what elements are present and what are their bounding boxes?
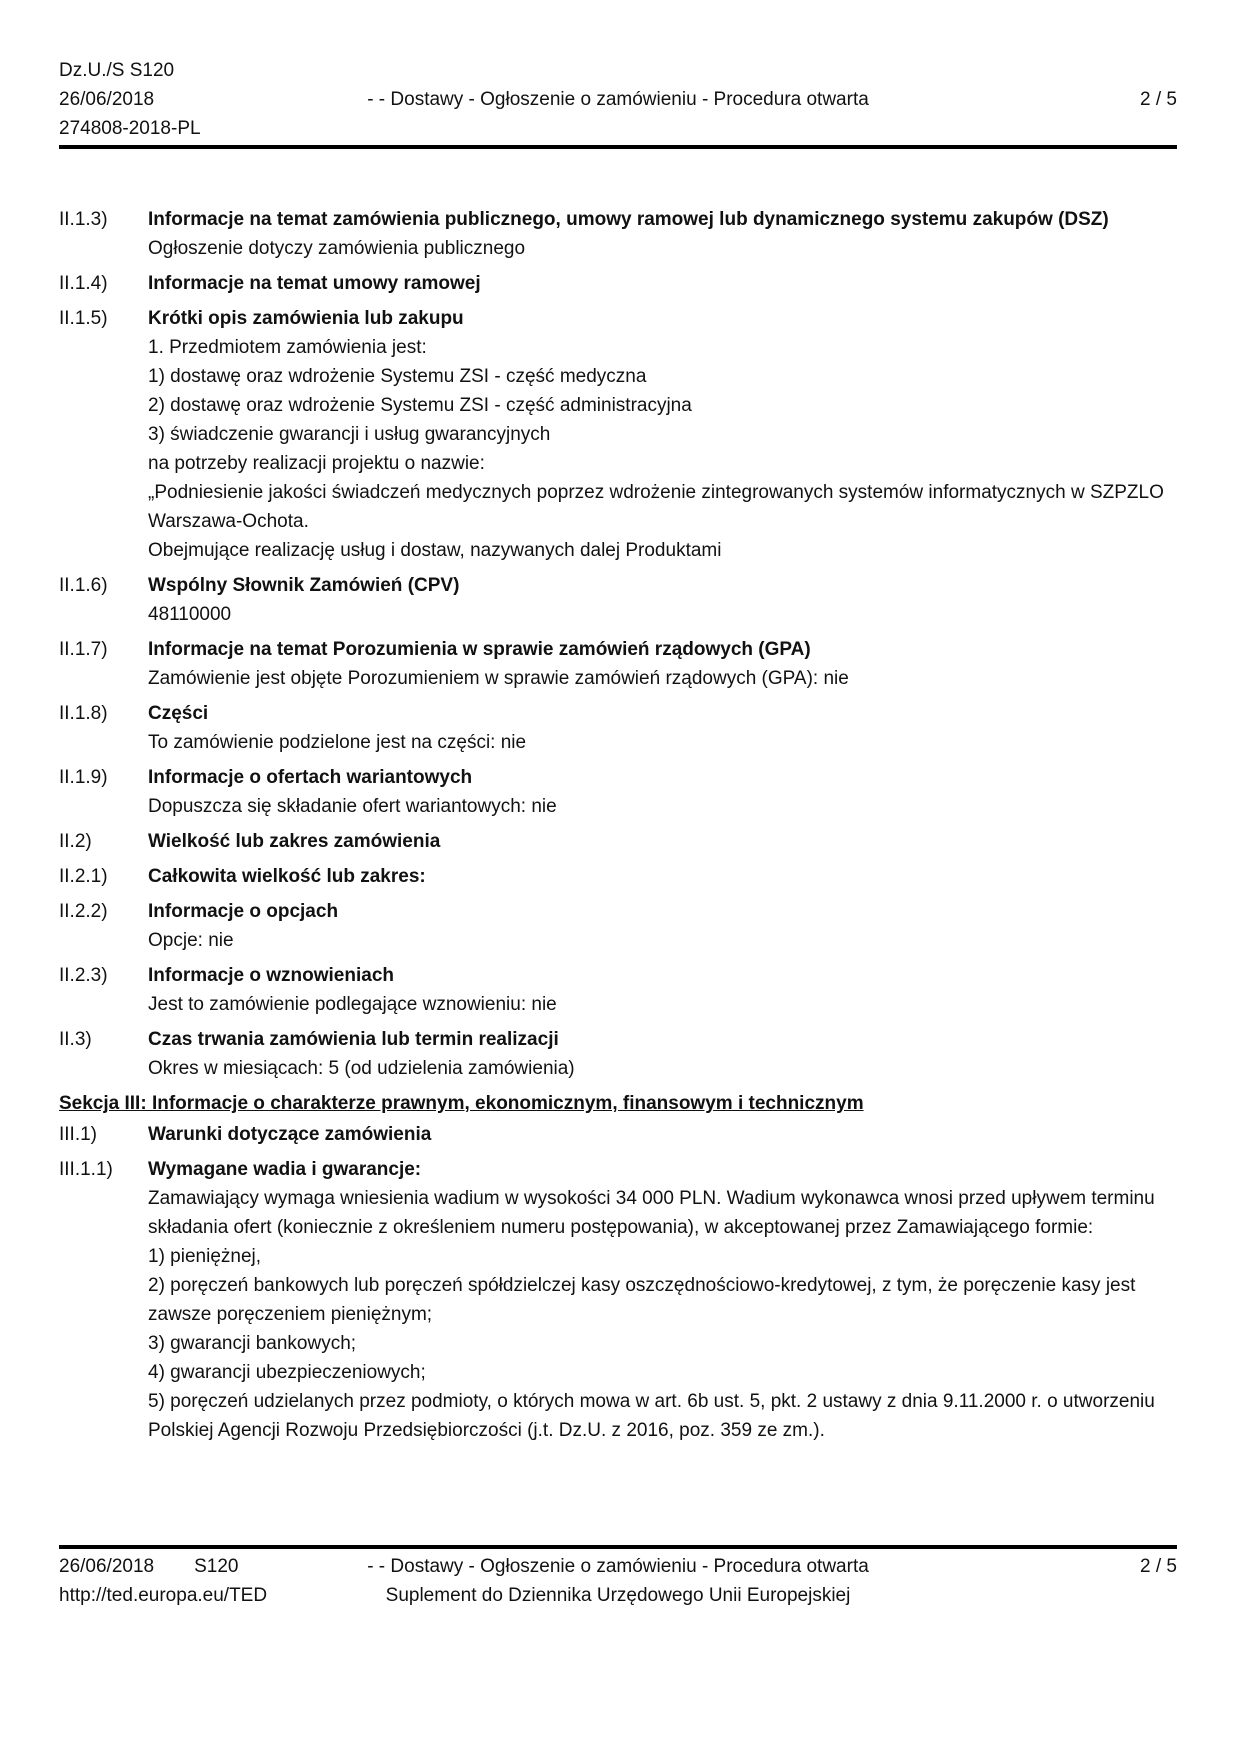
section-item (59, 763, 1180, 821)
footer-rule (59, 1545, 1177, 1549)
item-number: II.2.2) (59, 901, 108, 922)
item-title: Informacje o opcjach (148, 901, 339, 922)
section-item (59, 571, 1180, 629)
section-item (59, 205, 1180, 263)
item-title: Informacje na temat zamówienia publicznego, umowy ramowej lub dynamicznego systemu zakupów (DSZ) (148, 209, 1109, 230)
item-title: Informacje o ofertach wariantowych (148, 767, 473, 788)
footer-series: S120 (194, 1556, 239, 1577)
section-item (59, 961, 1180, 1019)
item-number: II.1.5) (59, 308, 108, 329)
item-body (148, 961, 1180, 1019)
footer-url[interactable]: http://ted.europa.eu/TED (59, 1585, 268, 1606)
item-text-line: 1) dostawę oraz wdrożenie Systemu ZSI - część medyczna (148, 366, 647, 387)
item-body (148, 763, 1180, 821)
item-title: Warunki dotyczące zamówienia (148, 1124, 432, 1145)
section-item (59, 699, 1180, 757)
footer-page-number: 2 / 5 (1140, 1556, 1177, 1577)
item-number: III.1) (59, 1124, 98, 1145)
section-item (59, 827, 1180, 856)
item-text-line: 2) dostawę oraz wdrożenie Systemu ZSI - część administracyjna (148, 395, 692, 416)
item-title: Całkowita wielkość lub zakres: (148, 866, 426, 887)
item-title: Informacje na temat umowy ramowej (148, 273, 481, 294)
item-number: II.1.7) (59, 639, 108, 660)
item-title: Krótki opis zamówienia lub zakupu (148, 308, 464, 329)
item-title: Wspólny Słownik Zamówień (CPV) (148, 575, 460, 596)
header-page-number: 2 / 5 (1140, 89, 1177, 110)
item-text-line: Okres w miesiącach: 5 (od udzielenia zamówienia) (148, 1058, 575, 1079)
header-title: - - Dostawy - Ogłoszenie o zamówieniu - Procedura otwarta (367, 89, 869, 110)
item-text-line: 48110000 (148, 604, 232, 625)
item-text-line: na potrzeby realizacji projektu o nazwie: (148, 453, 485, 474)
journal-ref: Dz.U./S S120 (59, 60, 175, 81)
section-item (59, 897, 1180, 955)
document-body (59, 205, 1180, 1451)
item-title: Wielkość lub zakres zamówienia (148, 831, 441, 852)
item-body (148, 571, 1180, 629)
item-number: II.2.3) (59, 965, 108, 986)
item-number: II.1.4) (59, 273, 108, 294)
item-text-line: 2) poręczeń bankowych lub poręczeń spółdzielczej kasy oszczędnościowo-kredytowej, z tym, że poręczenie kasy jest zawsze poręczeniem pieniężnym; (148, 1275, 1136, 1325)
item-number: II.1.3) (59, 209, 108, 230)
footer-title: - - Dostawy - Ogłoszenie o zamówieniu - Procedura otwarta (367, 1556, 869, 1577)
item-text-line: 1) pieniężnej, (148, 1246, 262, 1267)
section-2-items (59, 205, 1180, 1083)
item-body (148, 269, 1180, 298)
item-number: II.2.1) (59, 866, 108, 887)
item-number: II.1.9) (59, 767, 108, 788)
item-number: II.3) (59, 1029, 92, 1050)
item-number: II.2) (59, 831, 92, 852)
item-text-line: 3) świadczenie gwarancji i usług gwarancyjnych (148, 424, 551, 445)
item-title: Części (148, 703, 209, 724)
item-text-line: 4) gwarancji ubezpieczeniowych; (148, 1362, 426, 1383)
item-body (148, 897, 1180, 955)
section-item (59, 1025, 1180, 1083)
item-text-line: 1. Przedmiotem zamówienia jest: (148, 337, 427, 358)
item-text-line: Dopuszcza się składanie ofert wariantowych: nie (148, 796, 557, 817)
header-date: 26/06/2018 (59, 89, 155, 110)
section-item (59, 269, 1180, 298)
section-item (59, 1120, 1180, 1149)
item-text-line: Zamówienie jest objęte Porozumieniem w sprawie zamówień rządowych (GPA): nie (148, 668, 849, 689)
item-text-line: 3) gwarancji bankowych; (148, 1333, 357, 1354)
item-body (148, 205, 1180, 263)
page-footer (59, 1552, 1177, 1612)
item-body (148, 862, 1180, 891)
item-title: Informacje o wznowieniach (148, 965, 394, 986)
item-body (148, 635, 1180, 693)
footer-supplement: Suplement do Dziennika Urzędowego Unii Europejskiej (385, 1585, 851, 1606)
page-header (59, 56, 1177, 150)
item-text-line: Opcje: nie (148, 930, 234, 951)
item-title: Czas trwania zamówienia lub termin realizacji (148, 1029, 559, 1050)
item-text-line: Zamawiający wymaga wniesienia wadium w wysokości 34 000 PLN. Wadium wykonawca wnosi przed upływem terminu składania ofert (koniecznie z określeniem numeru postępowania), w akceptowanej przez Zamawiającego formie: (148, 1188, 1155, 1238)
section-item (59, 304, 1180, 565)
item-text-line: Ogłoszenie dotyczy zamówienia publicznego (148, 238, 526, 259)
item-text-line: Jest to zamówienie podlegające wznowieniu: nie (148, 994, 557, 1015)
item-text-line: To zamówienie podzielone jest na części: nie (148, 732, 527, 753)
item-body (148, 827, 1180, 856)
section-item (59, 1155, 1180, 1445)
item-title: Informacje na temat Porozumienia w sprawie zamówień rządowych (GPA) (148, 639, 811, 660)
header-rule (59, 145, 1177, 149)
item-title: Wymagane wadia i gwarancje: (148, 1159, 422, 1180)
section-3-items (59, 1120, 1180, 1445)
item-number: III.1.1) (59, 1159, 113, 1180)
item-number: II.1.8) (59, 703, 108, 724)
item-text-line: 5) poręczeń udzielanych przez podmioty, o których mowa w art. 6b ust. 5, pkt. 2 ustawy z dnia 9.11.2000 r. o utworzeniu Polskiej Agencji Rozwoju Przedsiębiorczości (j.t. Dz.U. z 2016, poz. 359 ze zm.). (148, 1391, 1155, 1441)
item-body (148, 304, 1180, 565)
item-body (148, 1120, 1180, 1149)
item-text-line: „Podniesienie jakości świadczeń medycznych poprzez wdrożenie zintegrowanych systemów informatycznych w SZPZLO Warszawa-Ochota. (148, 482, 1164, 532)
notice-id: 274808-2018-PL (59, 118, 201, 139)
item-text-line: Obejmujące realizację usług i dostaw, nazywanych dalej Produktami (148, 540, 722, 561)
item-body (148, 1025, 1180, 1083)
footer-date: 26/06/2018 (59, 1556, 155, 1577)
section-3-heading: Sekcja III: Informacje o charakterze prawnym, ekonomicznym, finansowym i technicznym (59, 1093, 864, 1114)
section-item (59, 862, 1180, 891)
item-number: II.1.6) (59, 575, 108, 596)
item-body (148, 1155, 1180, 1445)
item-body (148, 699, 1180, 757)
section-item (59, 635, 1180, 693)
